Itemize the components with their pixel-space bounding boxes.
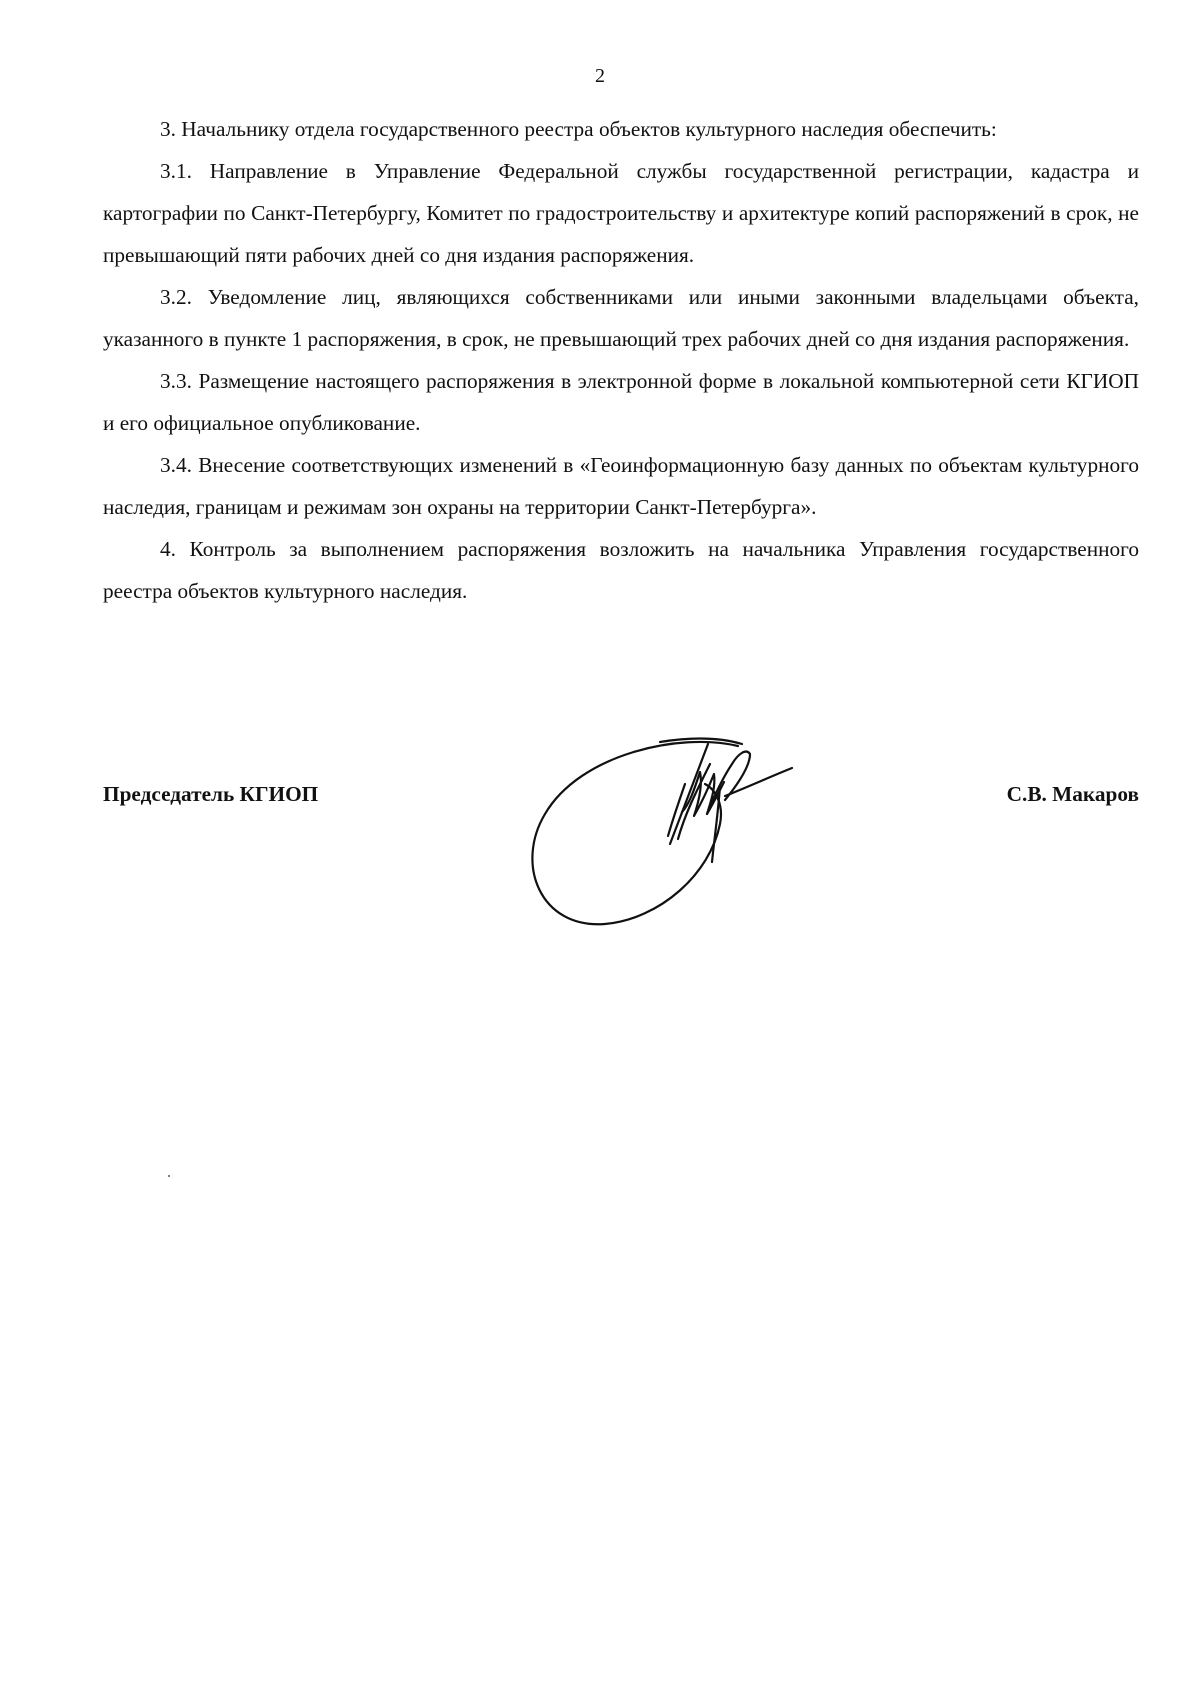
paragraph-3-2: 3.2. Уведомление лиц, являющихся собственниками или иными законными владельцами объекта, указанного в пункте 1 распоряжения, в срок, не превышающий трех рабочих дней со дня издания распоряжения. (103, 285, 1139, 351)
paragraph-3-3: 3.3. Размещение настоящего распоряжения в электронной форме в локальной компьютерной сети КГИОП и его официальное опубликование. (103, 369, 1139, 435)
paragraph-3: 3. Начальнику отдела государственного реестра объектов культурного наследия обеспечить: (160, 117, 997, 141)
page-number: 2 (595, 65, 605, 87)
document-body (103, 108, 1139, 612)
paragraph-4: 4. Контроль за выполнением распоряжения возложить на начальника Управления государственного реестра объектов культурного наследия. (103, 537, 1139, 603)
handwritten-signature (510, 724, 840, 936)
paragraph-3-4: 3.4. Внесение соответствующих изменений в «Геоинформационную базу данных по объектам культурного наследия, границам и режимам зон охраны на территории Санкт-Петербурга». (103, 453, 1139, 519)
paragraph-3-1: 3.1. Направление в Управление Федеральной службы государственной регистрации, кадастра и картографии по Санкт-Петербургу, Комитет по градостроительству и архитектуре копий распоряжений в срок, не превышающий пяти рабочих дней со дня издания распоряжения. (103, 159, 1139, 267)
scan-speck (168, 1175, 170, 1177)
signatory-name: С.В. Макаров (1006, 782, 1139, 806)
signatory-title: Председатель КГИОП (103, 782, 319, 806)
